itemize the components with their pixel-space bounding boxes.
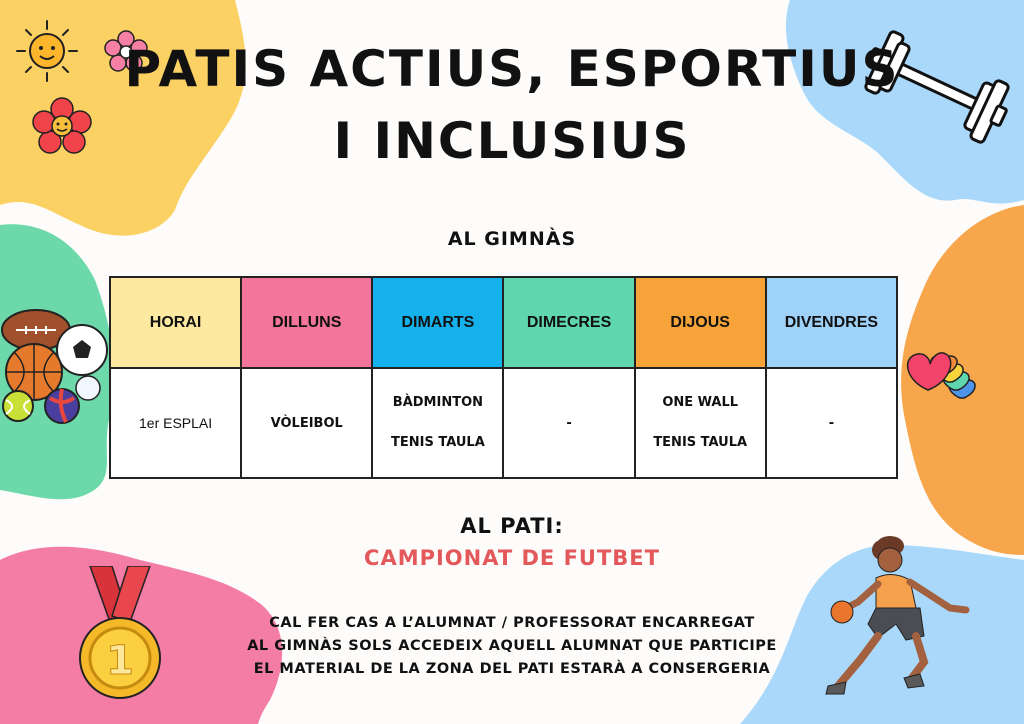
activity-badminton: BÀDMINTON <box>392 395 483 410</box>
schedule-table <box>109 276 898 479</box>
pati-activity: CAMPIONAT DE FUTBET <box>364 546 660 570</box>
cell-dijous <box>635 368 766 478</box>
header-horai: HORAI <box>110 277 241 368</box>
header-dijous: DIJOUS <box>635 277 766 368</box>
sports-balls-icon <box>0 302 112 426</box>
note-line: AL GIMNÀS SOLS ACCEDEIX AQUELL ALUMNAT QUE PARTICIPE <box>247 638 777 654</box>
header-dimarts: DIMARTS <box>372 277 503 368</box>
pati-heading: AL PATI: <box>460 514 564 538</box>
notes <box>0 612 1024 681</box>
note-line: EL MATERIAL DE LA ZONA DEL PATI ESTARÀ A CONSERGERIA <box>253 661 771 677</box>
hearts-icon <box>900 336 990 416</box>
header-dimecres: DIMECRES <box>503 277 634 368</box>
note-line: CAL FER CAS A L’ALUMNAT / PROFESSORAT ENCARREGAT <box>269 615 755 631</box>
header-divendres: DIVENDRES <box>766 277 897 368</box>
gym-heading: AL GIMNÀS <box>447 228 577 250</box>
cell-dimecres: - <box>503 368 634 478</box>
table-header-row <box>110 277 897 368</box>
header-dilluns: DILLUNS <box>241 277 372 368</box>
cell-dilluns: VÒLEIBOL <box>241 368 372 478</box>
cell-divendres: - <box>766 368 897 478</box>
page-title-line-2: I INCLUSIUS <box>333 112 691 170</box>
activity-tenis-taula: TENIS TAULA <box>653 435 748 450</box>
svg-text:1: 1 <box>106 638 134 684</box>
table-row <box>110 368 897 478</box>
activity-tenis-taula: TENIS TAULA <box>391 435 485 450</box>
page-title-line-1: PATIS ACTIUS, ESPORTIUS <box>124 40 900 98</box>
cell-horai: 1er ESPLAI <box>110 368 241 478</box>
activity-one-wall: ONE WALL <box>662 395 739 410</box>
cell-dimarts <box>372 368 503 478</box>
